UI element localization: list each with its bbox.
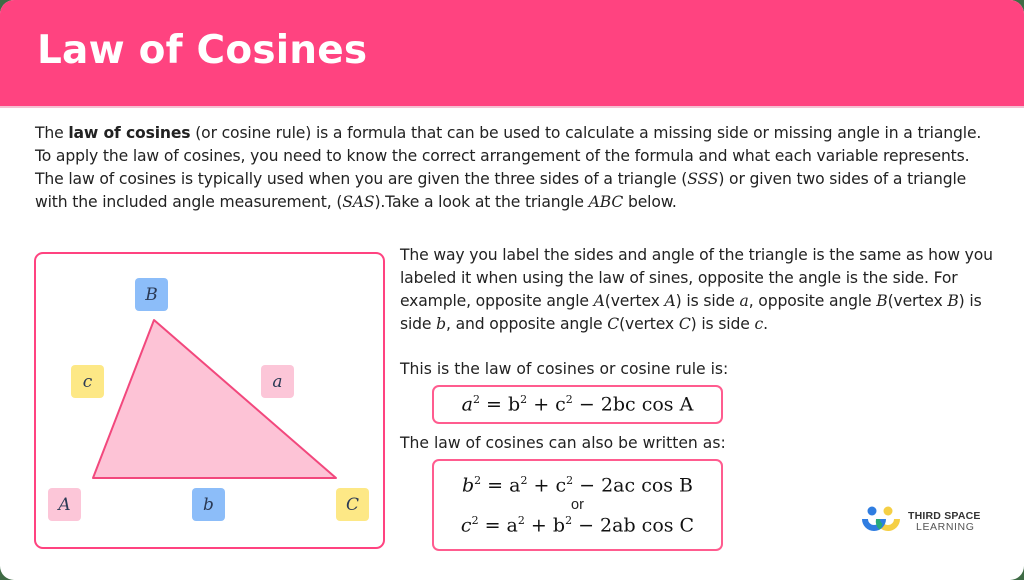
exp: 2 <box>472 393 480 407</box>
text: The way you label the sides and angle of the triangle is the same as how you labeled it when using the law of sines, opposite the angle is the side. For example, opposite angle <box>400 246 993 310</box>
term: + c <box>527 393 566 416</box>
text: (vertex <box>619 315 679 333</box>
text: , opposite angle <box>748 292 877 310</box>
law-intro-text: This is the law of cosines or cosine rule is: <box>400 360 729 378</box>
text: ) is side <box>675 292 740 310</box>
intro-text: (or cosine rule) is a formula that can be used to calculate a missing side or missing angle in a triangle. To apply the law of cosines, you need to know the correct arrangement of the formula and what each variable represents. The law of cosines is typically used when you are given the three sides of a triangle ( <box>35 124 982 188</box>
vertex-label-b: B <box>135 278 168 311</box>
header-banner <box>0 0 1024 108</box>
exp: 2 <box>565 393 573 407</box>
math-c: C <box>607 315 620 333</box>
side-label-c: c <box>71 365 104 398</box>
math-c: C <box>678 315 691 333</box>
text: ) is side <box>690 315 755 333</box>
page-title: Law of Cosines <box>37 28 368 73</box>
text: , and opposite angle <box>446 315 608 333</box>
var: c <box>460 514 472 537</box>
logo-wordmark <box>908 511 981 533</box>
exp: 2 <box>474 473 482 487</box>
intro-bold-term: law of cosines <box>68 124 191 142</box>
intro-text: ) or given two sides of a triangle with the included angle measurement, ( <box>35 170 967 211</box>
math-a: A <box>664 292 676 310</box>
var: b <box>461 474 475 496</box>
alt-formula-box <box>432 459 723 551</box>
formula-b-squared <box>462 474 693 496</box>
term: = a <box>478 514 518 537</box>
math-sss: SSS <box>687 170 719 188</box>
term: + c <box>527 474 567 496</box>
math-b: B <box>947 292 959 310</box>
exp: 2 <box>565 514 573 527</box>
var: a <box>461 393 473 416</box>
exp: 2 <box>520 393 528 407</box>
exp: 2 <box>566 473 574 487</box>
vertex-label-c: C <box>336 488 369 521</box>
intro-paragraph <box>35 122 995 214</box>
main-formula-box <box>432 385 723 424</box>
math-a: A <box>593 292 605 310</box>
text: ) is side <box>400 292 982 333</box>
alt-intro-text: The law of cosines can also be written as: <box>400 434 726 452</box>
or-separator: or <box>571 497 584 513</box>
triangle-shape <box>93 320 336 478</box>
math-side-a: a <box>739 292 749 310</box>
math-side-b: b <box>436 315 446 333</box>
intro-text: below. <box>623 193 677 211</box>
labeling-explanation <box>400 244 1000 336</box>
logo-line-1: THIRD SPACE <box>908 510 981 522</box>
text: (vertex <box>887 292 948 310</box>
math-abc: ABC <box>588 193 624 211</box>
text: . <box>763 315 768 333</box>
triangle-diagram <box>34 252 385 549</box>
third-space-learning-logo <box>860 506 1010 538</box>
term: − 2bc cos A <box>572 393 694 416</box>
vertex-label-a: A <box>48 488 81 521</box>
term: + b <box>524 514 566 537</box>
exp: 2 <box>520 473 528 487</box>
intro-text: The <box>35 124 69 142</box>
term: − 2ac cos B <box>573 474 694 496</box>
logo-mark-icon <box>860 506 906 536</box>
formula-c-squared <box>461 514 694 536</box>
math-side-c: c <box>754 315 764 333</box>
intro-text: ).Take a look at the triangle <box>374 193 589 211</box>
term: − 2ab cos C <box>572 514 695 537</box>
text: (vertex <box>604 292 665 310</box>
logo-line-2: LEARNING <box>916 521 975 533</box>
side-label-a: a <box>261 365 294 398</box>
exp: 2 <box>471 514 479 527</box>
formula-a-squared <box>462 393 694 415</box>
math-b: B <box>876 292 888 310</box>
term: = b <box>479 393 521 416</box>
math-sas: SAS <box>342 193 375 211</box>
term: = a <box>481 474 521 496</box>
side-label-b: b <box>192 488 225 521</box>
exp: 2 <box>517 514 525 527</box>
